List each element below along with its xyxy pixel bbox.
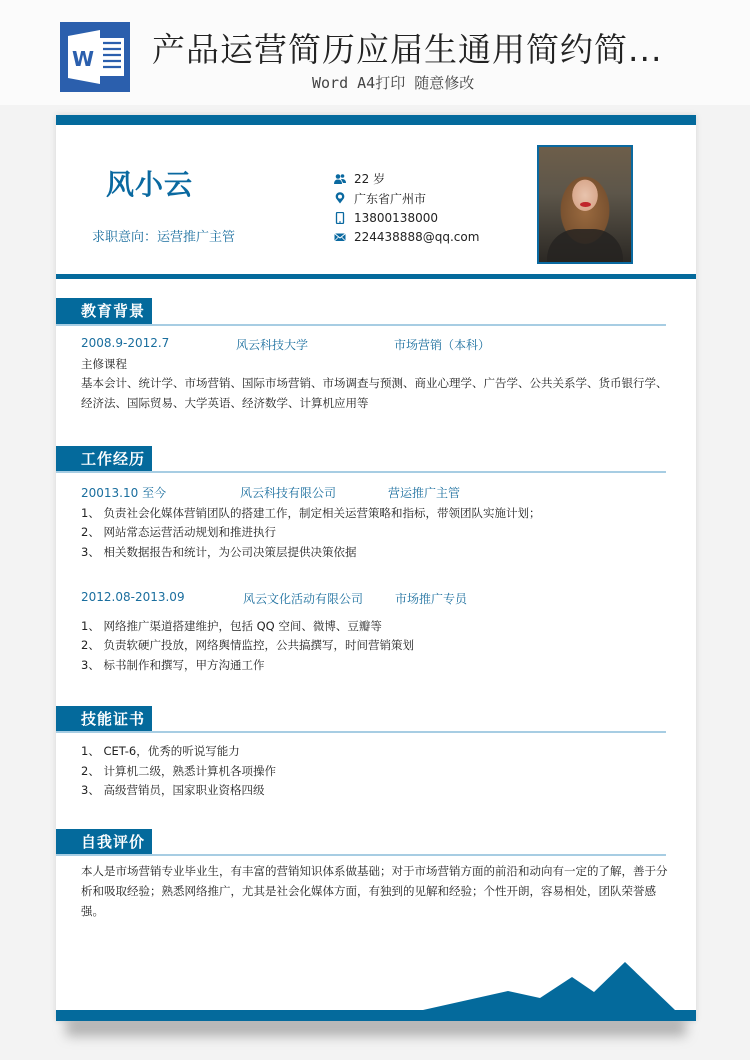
job-duty: 3、 相关数据报告和统计，为公司决策层提供决策依据 xyxy=(81,545,357,559)
job-company: 风云文化活动有限公司 xyxy=(243,592,364,606)
contact-location-text: 广东省广州市 xyxy=(354,191,427,206)
job-position: 营运推广主管 xyxy=(388,486,461,500)
contact-phone-text: 13800138000 xyxy=(354,210,438,225)
job-duty: 2、 网站常态运营活动规划和推进执行 xyxy=(81,525,276,539)
contact-email-text: 224438888@qq.com xyxy=(354,230,480,245)
job-period: 2012.08-2013.09 xyxy=(81,590,185,604)
section-title-skills: 技能证书 xyxy=(56,706,152,732)
job-period: 20013.10 至今 xyxy=(81,486,167,500)
courses-line: 经济法、国际贸易、大学英语、经济数学、计算机应用等 xyxy=(81,396,369,410)
resume-page xyxy=(56,115,696,1021)
document-title: 产品运营简历应届生通用简约简... xyxy=(152,30,663,69)
job-intent: 求职意向：运营推广主管 xyxy=(92,230,236,245)
courses-label: 主修课程 xyxy=(81,357,127,371)
job-duty: 1、 负责社会化媒体营销团队的搭建工作，制定相关运营策略和指标，带领团队实施计划； xyxy=(81,506,541,520)
job-duty: 2、 负责软硬广投放，网络舆情监控，公共搞撰写，时间营销策划 xyxy=(81,638,414,652)
section-title-self-evaluation: 自我评价 xyxy=(56,829,152,855)
job-company: 风云科技有限公司 xyxy=(240,486,337,500)
job-position: 市场推广专员 xyxy=(395,592,468,606)
section-title-work: 工作经历 xyxy=(56,446,152,472)
courses-line: 基本会计、统计学、市场营销、国际市场营销、市场调查与预测、商业心理学、广告学、公共关系学、货币银行学、 xyxy=(81,376,668,390)
self-evaluation-text: 本人是市场营销专业毕业生，有丰富的营销知识体系做基础；对于市场营销方面的前沿和动向有一定的了解，善于分析和吸取经验；熟悉网络推广，尤其是社会化媒体方面，有独到的见解和经验；个性开朗，容易相处，团队荣誉感强。 xyxy=(81,864,668,918)
svg-text:W: W xyxy=(71,47,95,71)
job-duty: 3、 标书制作和撰写，甲方沟通工作 xyxy=(81,658,265,672)
candidate-name: 风小云 xyxy=(106,168,194,201)
word-icon xyxy=(60,22,130,92)
education-major: 市场营销（本科） xyxy=(394,338,491,352)
document-subtitle: Word A4打印 随意修改 xyxy=(312,74,475,92)
education-school: 风云科技大学 xyxy=(236,338,309,352)
skill-item: 2、 计算机二级，熟悉计算机各项操作 xyxy=(81,764,276,778)
section-title-education: 教育背景 xyxy=(56,298,152,324)
job-duty: 1、 网络推广渠道搭建维护，包括 QQ 空间、微博、豆瓣等 xyxy=(81,619,382,633)
skill-item: 3、 高级营销员，国家职业资格四级 xyxy=(81,783,265,797)
education-period: 2008.9-2012.7 xyxy=(81,336,170,350)
contact-age-text: 22 岁 xyxy=(354,172,386,187)
mountain-footer-decoration xyxy=(56,115,696,1021)
skill-item: 1、 CET-6，优秀的听说写能力 xyxy=(81,744,240,758)
